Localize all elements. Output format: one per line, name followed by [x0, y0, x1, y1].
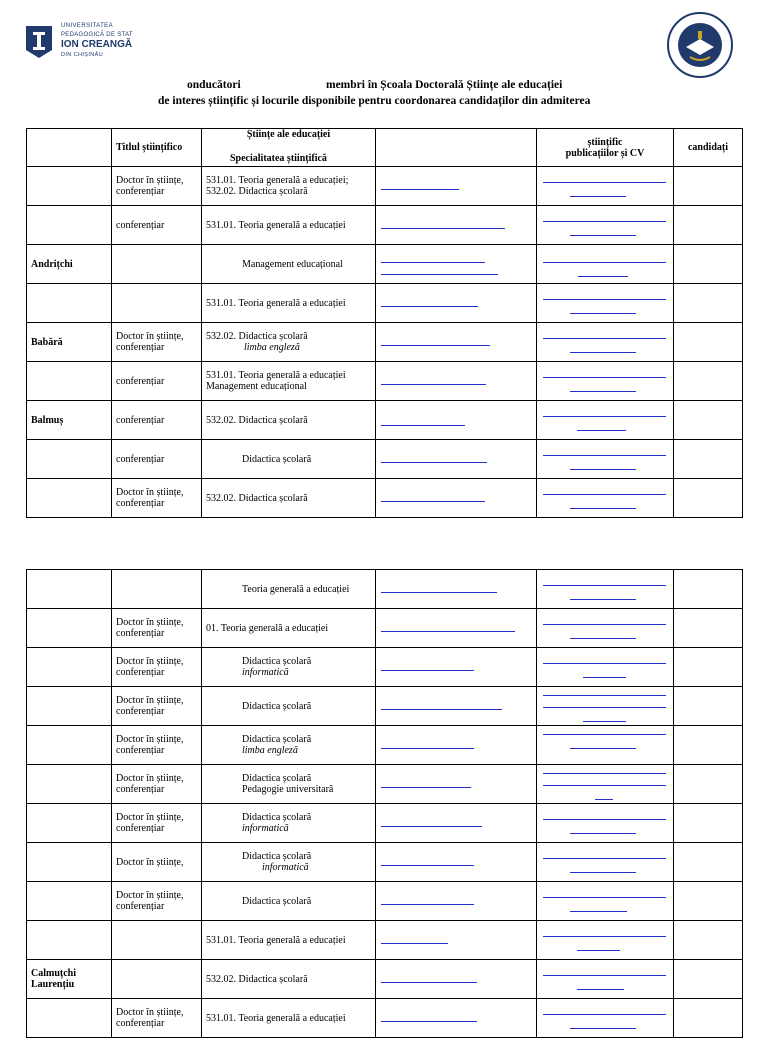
- candidates-cell: [674, 921, 743, 960]
- academic-title-cell: conferențiar: [112, 401, 202, 440]
- publication-link-underline[interactable]: [577, 950, 620, 951]
- specialty-line: 531.01. Teoria generală a educației: [206, 1012, 346, 1024]
- table-row: [27, 687, 743, 726]
- specialty-cell: [202, 440, 376, 479]
- domain-link-underline[interactable]: [381, 709, 502, 710]
- publication-link-underline[interactable]: [543, 975, 666, 976]
- specialty-line: Didactica școlară: [242, 453, 312, 465]
- candidates-cell: [674, 882, 743, 921]
- candidates-cell: [674, 804, 743, 843]
- candidates-cell: [674, 609, 743, 648]
- logo-line-4: DIN CHIȘINĂU: [61, 52, 104, 58]
- domains-links-cell: [376, 245, 537, 284]
- domain-link-underline[interactable]: [381, 982, 477, 983]
- domains-links-cell: [376, 609, 537, 648]
- table-row: [27, 362, 743, 401]
- domain-link-underline[interactable]: [381, 865, 474, 866]
- supervisor-name-cell: [27, 921, 112, 960]
- academic-title-cell: [112, 570, 202, 609]
- university-shield-icon: [24, 24, 54, 60]
- specialty-cell: [202, 206, 376, 245]
- domains-links-cell: [376, 960, 537, 999]
- publications-links-cell: [537, 570, 674, 609]
- university-logo: [24, 22, 144, 64]
- specialty-subject: informatică: [242, 823, 289, 834]
- domains-links-cell: [376, 206, 537, 245]
- publications-links-cell: [537, 362, 674, 401]
- table-row: [27, 765, 743, 804]
- candidates-cell: [674, 401, 743, 440]
- supervisor-name-cell: [27, 570, 112, 609]
- domains-links-cell: [376, 284, 537, 323]
- table-row: [27, 284, 743, 323]
- table-row: [27, 882, 743, 921]
- supervisor-name-cell: Andrițchi: [27, 245, 112, 284]
- specialty-line: 532.02. Didactica școlară: [206, 492, 308, 504]
- academic-title-cell: [112, 960, 202, 999]
- table-row: [27, 726, 743, 765]
- table-row: [27, 960, 743, 999]
- domains-links-cell: [376, 648, 537, 687]
- specialty-cell: [202, 999, 376, 1038]
- supervisor-name-cell: [27, 440, 112, 479]
- specialty-line: Management educațional: [206, 381, 307, 392]
- publication-link-underline[interactable]: [570, 313, 636, 314]
- publication-link-underline[interactable]: [595, 799, 613, 800]
- title-line-1a: onducători: [187, 79, 241, 91]
- specialty-line: Didactica școlară: [242, 812, 312, 823]
- publications-links-cell: [537, 882, 674, 921]
- publication-link-underline[interactable]: [543, 785, 666, 786]
- supervisor-name-cell: [27, 206, 112, 245]
- table-row: [27, 206, 743, 245]
- specialty-cell: [202, 570, 376, 609]
- publication-link-underline[interactable]: [543, 695, 666, 696]
- header-domain-label: Științe ale educației: [246, 129, 331, 140]
- publication-link-underline[interactable]: [570, 352, 636, 353]
- specialty-line: 532.02. Didactica școlară: [206, 414, 308, 426]
- publication-link-underline[interactable]: [543, 262, 666, 263]
- domain-link-underline[interactable]: [381, 345, 490, 346]
- supervisor-name-cell: [27, 726, 112, 765]
- publications-links-cell: [537, 206, 674, 245]
- publication-link-underline[interactable]: [543, 585, 666, 586]
- table-row: [27, 843, 743, 882]
- specialty-line: Didactica școlară: [242, 734, 312, 745]
- publication-link-underline[interactable]: [578, 276, 628, 277]
- academic-title-cell: Doctor în științe, conferențiar: [112, 804, 202, 843]
- academic-title-cell: Doctor în științe, conferențiar: [112, 999, 202, 1038]
- domain-link-underline[interactable]: [381, 501, 485, 502]
- domains-links-cell: [376, 323, 537, 362]
- supervisor-name-cell: [27, 362, 112, 401]
- candidates-cell: [674, 245, 743, 284]
- publication-link-underline[interactable]: [570, 872, 636, 873]
- specialty-cell: [202, 804, 376, 843]
- domain-link-underline[interactable]: [381, 631, 515, 632]
- specialty-line: Didactica școlară: [242, 656, 312, 667]
- domains-links-cell: [376, 726, 537, 765]
- specialty-subject: limba engleză: [242, 745, 298, 756]
- publication-link-underline[interactable]: [543, 455, 666, 456]
- candidates-cell: [674, 284, 743, 323]
- domain-link-underline[interactable]: [381, 943, 448, 944]
- domains-links-cell: [376, 843, 537, 882]
- specialty-line: Didactica școlară: [242, 773, 312, 784]
- academic-title-cell: Doctor în științe, conferențiar: [112, 882, 202, 921]
- logo-line-2: PEDAGOGICĂ DE STAT: [61, 32, 133, 38]
- supervisors-table-page-2: [26, 569, 743, 1038]
- supervisor-name-cell: [27, 804, 112, 843]
- domain-link-underline[interactable]: [381, 274, 498, 275]
- table-row: [27, 245, 743, 284]
- academic-title-cell: [112, 245, 202, 284]
- table-row: [27, 804, 743, 843]
- supervisors-table-page-1: [26, 128, 743, 518]
- title-line-1b: membri în Școala Doctorală Științe ale educației: [326, 79, 563, 91]
- academic-title-cell: Doctor în științe, conferențiar: [112, 648, 202, 687]
- academic-title-cell: Doctor în științe, conferențiar: [112, 323, 202, 362]
- publication-link-underline[interactable]: [543, 819, 666, 820]
- specialty-subject: limba engleză: [244, 342, 300, 353]
- publications-links-cell: [537, 609, 674, 648]
- domain-link-underline[interactable]: [381, 228, 505, 229]
- header-title-cell: Titlul științifico: [112, 129, 202, 167]
- candidates-cell: [674, 206, 743, 245]
- header-publications-line-1: științific: [587, 136, 623, 148]
- specialty-cell: [202, 323, 376, 362]
- header-name-cell: [27, 129, 112, 167]
- header-publications-line-2: publicațiilor și CV: [565, 147, 645, 159]
- domain-link-underline[interactable]: [381, 306, 478, 307]
- specialty-cell: [202, 609, 376, 648]
- publication-link-underline[interactable]: [543, 377, 666, 378]
- table-row: [27, 323, 743, 362]
- publications-links-cell: [537, 726, 674, 765]
- specialty-cell: [202, 726, 376, 765]
- domain-link-underline[interactable]: [381, 787, 471, 788]
- specialty-cell: [202, 401, 376, 440]
- publication-link-underline[interactable]: [543, 773, 666, 774]
- domain-link-underline[interactable]: [381, 384, 486, 385]
- domains-links-cell: [376, 882, 537, 921]
- publications-links-cell: [537, 999, 674, 1038]
- publication-link-underline[interactable]: [583, 677, 626, 678]
- candidates-cell: [674, 726, 743, 765]
- header-specialty-label: Specialitatea științifică: [230, 153, 327, 164]
- academic-title-cell: Doctor în științe, conferențiar: [112, 726, 202, 765]
- candidates-cell: [674, 765, 743, 804]
- candidates-cell: [674, 648, 743, 687]
- supervisor-name-cell: [27, 609, 112, 648]
- domain-link-underline[interactable]: [381, 904, 474, 905]
- candidates-cell: [674, 479, 743, 518]
- domain-link-underline[interactable]: [381, 462, 487, 463]
- publication-link-underline[interactable]: [543, 663, 666, 664]
- specialty-line: 531.01. Teoria generală a educației: [206, 297, 346, 309]
- specialty-cell: [202, 843, 376, 882]
- publications-links-cell: [537, 648, 674, 687]
- candidates-cell: [674, 570, 743, 609]
- academic-title-cell: conferențiar: [112, 362, 202, 401]
- specialty-cell: [202, 765, 376, 804]
- logo-line-3: ION CREANGĂ: [61, 39, 133, 50]
- publications-links-cell: [537, 960, 674, 999]
- header-links-cell: [376, 129, 537, 167]
- domain-link-underline[interactable]: [381, 592, 497, 593]
- supervisor-name-cell: [27, 999, 112, 1038]
- specialty-line: 01. Teoria generală a educației: [206, 622, 329, 634]
- table-row: [27, 479, 743, 518]
- publication-link-underline[interactable]: [577, 430, 626, 431]
- publication-link-underline[interactable]: [543, 734, 666, 735]
- header-candidates-cell: candidați: [674, 129, 743, 167]
- candidates-cell: [674, 323, 743, 362]
- publication-link-underline[interactable]: [570, 391, 636, 392]
- publication-link-underline[interactable]: [570, 599, 636, 600]
- publication-link-underline[interactable]: [543, 338, 666, 339]
- specialty-cell: [202, 245, 376, 284]
- table-row: [27, 401, 743, 440]
- specialty-cell: [202, 882, 376, 921]
- domains-links-cell: [376, 765, 537, 804]
- specialty-line: Didactica școlară: [242, 851, 312, 862]
- publications-links-cell: [537, 323, 674, 362]
- domain-link-underline[interactable]: [381, 425, 465, 426]
- publications-links-cell: [537, 921, 674, 960]
- academic-title-cell: Doctor în științe, conferențiar: [112, 167, 202, 206]
- publications-links-cell: [537, 245, 674, 284]
- candidates-cell: [674, 440, 743, 479]
- publications-links-cell: [537, 440, 674, 479]
- table-row: [27, 167, 743, 206]
- academic-title-cell: Doctor în științe,: [112, 843, 202, 882]
- supervisor-name-cell: [27, 765, 112, 804]
- publication-link-underline[interactable]: [543, 897, 666, 898]
- table-header-row: [27, 129, 743, 167]
- domains-links-cell: [376, 167, 537, 206]
- specialty-line: 531.01. Teoria generală a educației: [206, 370, 346, 381]
- domains-links-cell: [376, 999, 537, 1038]
- header-specialty-cell: [202, 129, 376, 167]
- table-row: [27, 570, 743, 609]
- publication-link-underline[interactable]: [570, 469, 636, 470]
- specialty-cell: [202, 648, 376, 687]
- domain-link-underline[interactable]: [381, 189, 459, 190]
- academic-title-cell: conferențiar: [112, 206, 202, 245]
- publications-links-cell: [537, 284, 674, 323]
- publication-link-underline[interactable]: [570, 638, 636, 639]
- domains-links-cell: [376, 687, 537, 726]
- header-publications-cell: [537, 129, 674, 167]
- doctoral-school-seal-icon: [666, 11, 734, 79]
- publication-link-underline[interactable]: [543, 936, 666, 937]
- candidates-cell: [674, 167, 743, 206]
- publication-link-underline[interactable]: [543, 624, 666, 625]
- supervisor-name-cell: [27, 284, 112, 323]
- academic-title-cell: Doctor în științe, conferențiar: [112, 479, 202, 518]
- supervisor-name-cell: [27, 687, 112, 726]
- candidates-cell: [674, 687, 743, 726]
- domain-link-underline[interactable]: [381, 826, 482, 827]
- domains-links-cell: [376, 921, 537, 960]
- publications-links-cell: [537, 843, 674, 882]
- academic-title-cell: Doctor în științe, conferențiar: [112, 609, 202, 648]
- specialty-line: 531.01. Teoria generală a educației: [206, 219, 346, 231]
- academic-title-cell: [112, 284, 202, 323]
- publication-link-underline[interactable]: [570, 235, 636, 236]
- publication-link-underline[interactable]: [583, 721, 626, 722]
- supervisor-name-cell: [27, 882, 112, 921]
- supervisor-name-cell: Babără: [27, 323, 112, 362]
- publications-links-cell: [537, 804, 674, 843]
- domains-links-cell: [376, 362, 537, 401]
- candidates-cell: [674, 843, 743, 882]
- specialty-line: Management educațional: [242, 258, 343, 270]
- specialty-line: Teoria generală a educației: [242, 583, 350, 595]
- title-line-2: de interes științific și locurile disponibile pentru coordonarea candidaților din admiterea: [158, 95, 591, 107]
- specialty-cell: [202, 960, 376, 999]
- publications-links-cell: [537, 401, 674, 440]
- publication-link-underline[interactable]: [543, 707, 666, 708]
- specialty-line: 532.02. Didactica școlară: [206, 973, 308, 985]
- publication-link-underline[interactable]: [570, 1028, 636, 1029]
- publication-link-underline[interactable]: [570, 911, 627, 912]
- domains-links-cell: [376, 479, 537, 518]
- supervisor-name-cell: Calmuțchi Laurențiu: [27, 960, 112, 999]
- specialty-cell: [202, 167, 376, 206]
- academic-title-cell: Doctor în științe, conferențiar: [112, 765, 202, 804]
- publication-link-underline[interactable]: [543, 494, 666, 495]
- specialty-cell: [202, 362, 376, 401]
- specialty-cell: [202, 921, 376, 960]
- publications-links-cell: [537, 687, 674, 726]
- domain-link-underline[interactable]: [381, 1021, 477, 1022]
- domains-links-cell: [376, 440, 537, 479]
- specialty-subject: informatică: [242, 667, 289, 678]
- publication-link-underline[interactable]: [543, 1014, 666, 1015]
- publication-link-underline[interactable]: [570, 508, 636, 509]
- publication-link-underline[interactable]: [570, 196, 626, 197]
- supervisor-name-cell: [27, 648, 112, 687]
- table-row: [27, 609, 743, 648]
- academic-title-cell: [112, 921, 202, 960]
- specialty-cell: [202, 479, 376, 518]
- domains-links-cell: [376, 570, 537, 609]
- domain-link-underline[interactable]: [381, 670, 474, 671]
- specialty-line: 531.01. Teoria generală a educației;: [206, 175, 349, 186]
- specialty-line: Didactica școlară: [242, 895, 312, 907]
- specialty-line: Pedagogie universitară: [242, 784, 334, 795]
- publications-links-cell: [537, 765, 674, 804]
- supervisor-name-cell: [27, 843, 112, 882]
- domain-link-underline[interactable]: [381, 748, 474, 749]
- publications-links-cell: [537, 167, 674, 206]
- academic-title-cell: conferențiar: [112, 440, 202, 479]
- table-row: [27, 921, 743, 960]
- domains-links-cell: [376, 401, 537, 440]
- candidates-cell: [674, 362, 743, 401]
- publication-link-underline[interactable]: [543, 221, 666, 222]
- supervisor-name-cell: [27, 167, 112, 206]
- supervisor-name-cell: [27, 479, 112, 518]
- supervisor-name-cell: Balmuș: [27, 401, 112, 440]
- logo-line-1: UNIVERSITATEA: [61, 23, 113, 29]
- specialty-cell: [202, 284, 376, 323]
- table-row: [27, 999, 743, 1038]
- publication-link-underline[interactable]: [570, 748, 636, 749]
- domain-link-underline[interactable]: [381, 262, 485, 263]
- publications-links-cell: [537, 479, 674, 518]
- specialty-subject: informatică: [262, 862, 309, 873]
- table-row: [27, 648, 743, 687]
- publication-link-underline[interactable]: [577, 989, 624, 990]
- specialty-line: Didactica școlară: [242, 700, 312, 712]
- publication-link-underline[interactable]: [543, 416, 666, 417]
- publication-link-underline[interactable]: [543, 299, 666, 300]
- publication-link-underline[interactable]: [543, 182, 666, 183]
- publication-link-underline[interactable]: [543, 858, 666, 859]
- specialty-line: 532.02. Didactica școlară: [206, 186, 308, 197]
- candidates-cell: [674, 960, 743, 999]
- publication-link-underline[interactable]: [570, 833, 636, 834]
- academic-title-cell: Doctor în științe, conferențiar: [112, 687, 202, 726]
- table-row: [27, 440, 743, 479]
- candidates-cell: [674, 999, 743, 1038]
- specialty-line: 532.02. Didactica școlară: [206, 331, 308, 342]
- specialty-line: 531.01. Teoria generală a educației: [206, 934, 346, 946]
- domains-links-cell: [376, 804, 537, 843]
- specialty-cell: [202, 687, 376, 726]
